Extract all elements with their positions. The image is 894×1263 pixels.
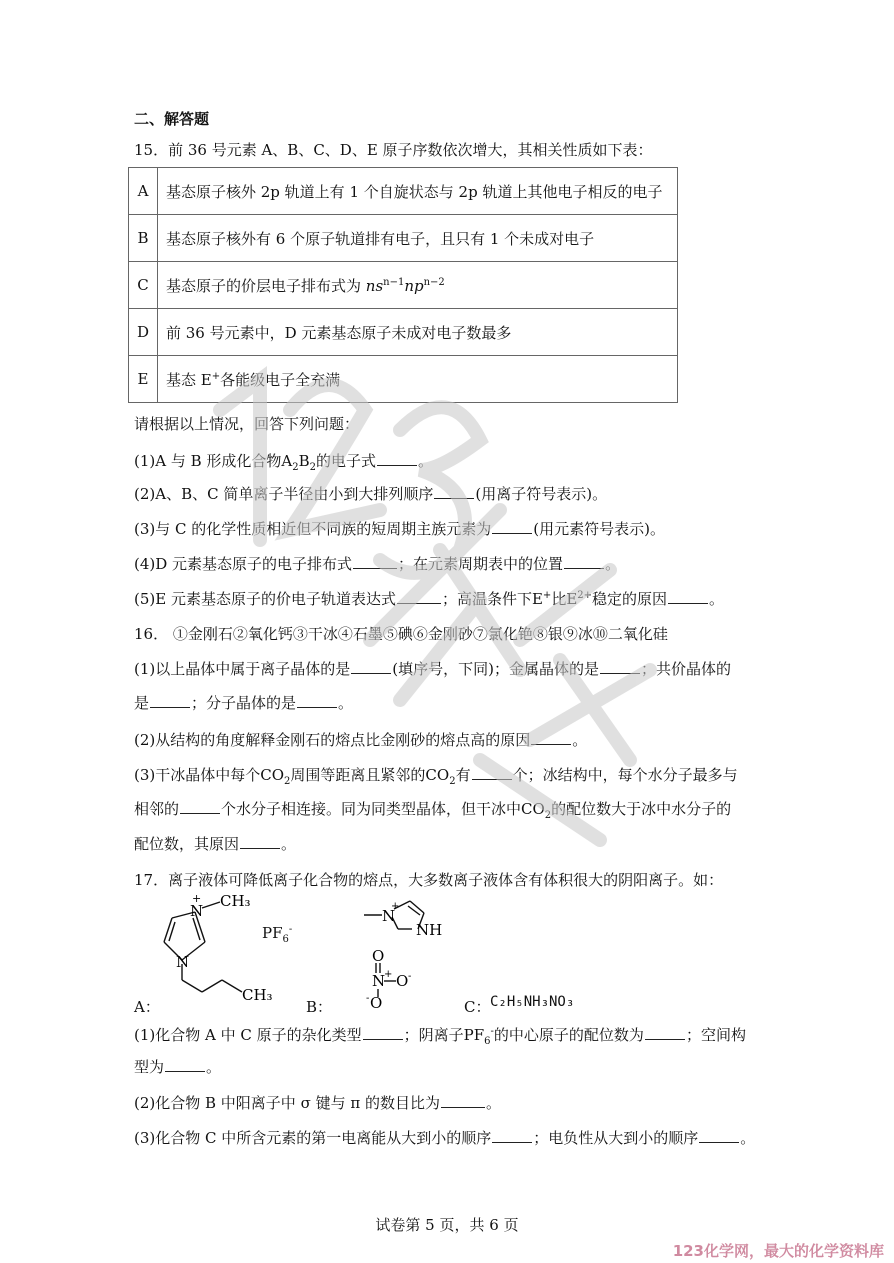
q17-stem: 17．离子液体可降低离子化合物的熔点，大多数离子液体含有体积很大的阴阳离子。如： [134,871,724,889]
table-row [129,215,678,262]
q17-part1-cont: 型为 。 [134,1058,222,1076]
answer-blank[interactable] [351,659,391,674]
answer-blank[interactable] [377,451,417,466]
site-watermark-text: 123化学网，最大的化学资料库 [672,1242,884,1260]
svg-text:CH₃: CH₃ [220,892,251,910]
q15-part3: (3)与 C 的化学性质相近但不同族的短周期主族元素为 (用元素符号表示)。 [134,520,665,538]
row-text: 基态原子核外有 6 个原子轨道排有电子，且只有 1 个未成对电子 [158,215,678,262]
svg-text:CH₃: CH₃ [242,986,273,1004]
svg-text:O: O [370,994,383,1010]
answer-blank[interactable] [441,1093,485,1108]
q16-part1-cont: 是 ；分子晶体的是 。 [134,694,354,712]
q15-part1: (1)A 与 B 形成化合物$A_2B_2$的电子式 。 [134,452,434,473]
formula-c: C₂H₅NH₃NO₃ [490,994,575,1010]
q17-part2: (2)化合物 B 中阳离子中 σ 键与 π 的数目比为 。 [134,1094,501,1112]
answer-blank[interactable] [297,693,337,708]
answer-blank[interactable] [180,799,220,814]
table-row [129,168,678,215]
answer-blank[interactable] [600,659,640,674]
pf6-anion: $PF_6^-$ [262,924,293,945]
row-key: D [129,309,158,356]
table-row [129,356,678,403]
svg-text:N: N [190,902,204,920]
q15-part2: (2)A、B、C 简单离子半径由小到大排列顺序 (用离子符号表示)。 [134,485,608,503]
answer-blank[interactable] [472,765,512,780]
q16-stem: 16． ①金刚石②氧化钙③干冰④石墨⑤碘⑥金刚砂⑦氯化铯⑧银⑨冰⑩二氧化硅 [134,625,668,643]
answer-blank[interactable] [353,554,397,569]
row-key: A [129,168,158,215]
q16-part1: (1)以上晶体中属于离子晶体的是 (填序号，下同)；金属晶体的是 ；共价晶体的 [134,660,731,678]
imidazolium-structure-a [150,890,293,1010]
answer-blank[interactable] [668,589,708,604]
q16-part3-cont2: 配位数，其原因 。 [134,835,297,853]
answer-blank[interactable] [397,589,441,604]
q15-stem: 15．前 36 号元素 A、B、C、D、E 原子序数依次增大，其相关性质如下表： [134,141,653,159]
svg-text:NH: NH [416,921,443,939]
q15-part4: (4)D 元素基态原子的电子排布式 ；在元素周期表中的位置 。 [134,555,621,573]
section-title: 二、解答题 [134,110,210,128]
svg-text:N: N [176,953,190,971]
answer-blank[interactable] [240,834,280,849]
row-key: B [129,215,158,262]
row-text: 基态 E+各能级电子全充满 [158,356,678,403]
svg-text:-: - [366,993,370,1004]
answer-blank[interactable] [150,693,190,708]
label-b: B： [306,998,333,1016]
row-text: 基态原子的价层电子排布式为 $ns^{n-1}np^{n-2}$ [158,262,678,309]
page-footer: 试卷第 5 页，共 6 页 [375,1216,519,1234]
answer-blank[interactable] [492,1128,532,1143]
answer-blank[interactable] [165,1057,205,1072]
svg-text:+: + [192,892,202,905]
q17-part1: (1)化合物 A 中 C 原子的杂化类型 ；阴离子$PF_6^-$的中心原子的配位数为 ；空间构 [134,1026,746,1047]
answer-blank[interactable] [564,554,604,569]
svg-text:N: N [372,972,386,990]
answer-blank[interactable] [492,519,532,534]
q17-part3: (3)化合物 C 中所含元素的第一电离能从大到小的顺序 ；电负性从大到小的顺序 。 [134,1129,756,1147]
q16-part3: (3)干冰晶体中每个$CO_2$周围等距离且紧邻的$CO_2$有 个；冰结构中，每个水分子最多与 [134,766,738,787]
label-a: A： [134,998,160,1016]
svg-text:+: + [391,901,400,912]
row-key: C [129,262,158,309]
table-row [129,262,678,309]
svg-text:-: - [408,971,412,982]
row-text: 基态原子核外 2p 轨道上有 1 个自旋状态与 2p 轨道上其他电子相反的电子 [158,168,678,215]
q16-part3-cont: 相邻的 个水分子相连接。同为同类型晶体，但干冰中$CO_2$的配位数大于冰中水分子的 [134,800,732,821]
answer-blank[interactable] [699,1128,739,1143]
structure-b [360,895,460,1010]
row-text: 前 36 号元素中，D 元素基态原子未成对电子数最多 [158,309,678,356]
svg-text:N: N [382,907,396,925]
answer-blank[interactable] [434,484,474,499]
svg-text:+: + [384,969,393,980]
svg-text:O: O [372,947,385,965]
answer-blank[interactable] [645,1025,685,1040]
row-key: E [129,356,158,403]
svg-text:O: O [396,972,409,990]
q15-ask: 请根据以上情况，回答下列问题： [134,415,360,433]
answer-blank[interactable] [531,730,571,745]
q15-part5: (5)E 元素基态原子的价电子轨道表达式 ；高温条件下E+比$E^{2+}$稳定的原因 。 [134,590,725,608]
answer-blank[interactable] [363,1025,403,1040]
table-row [129,309,678,356]
q15-properties-table [128,167,678,403]
q16-part2: (2)从结构的角度解释金刚石的熔点比金刚砂的熔点高的原因 。 [134,731,588,749]
label-c: C： [464,998,491,1016]
